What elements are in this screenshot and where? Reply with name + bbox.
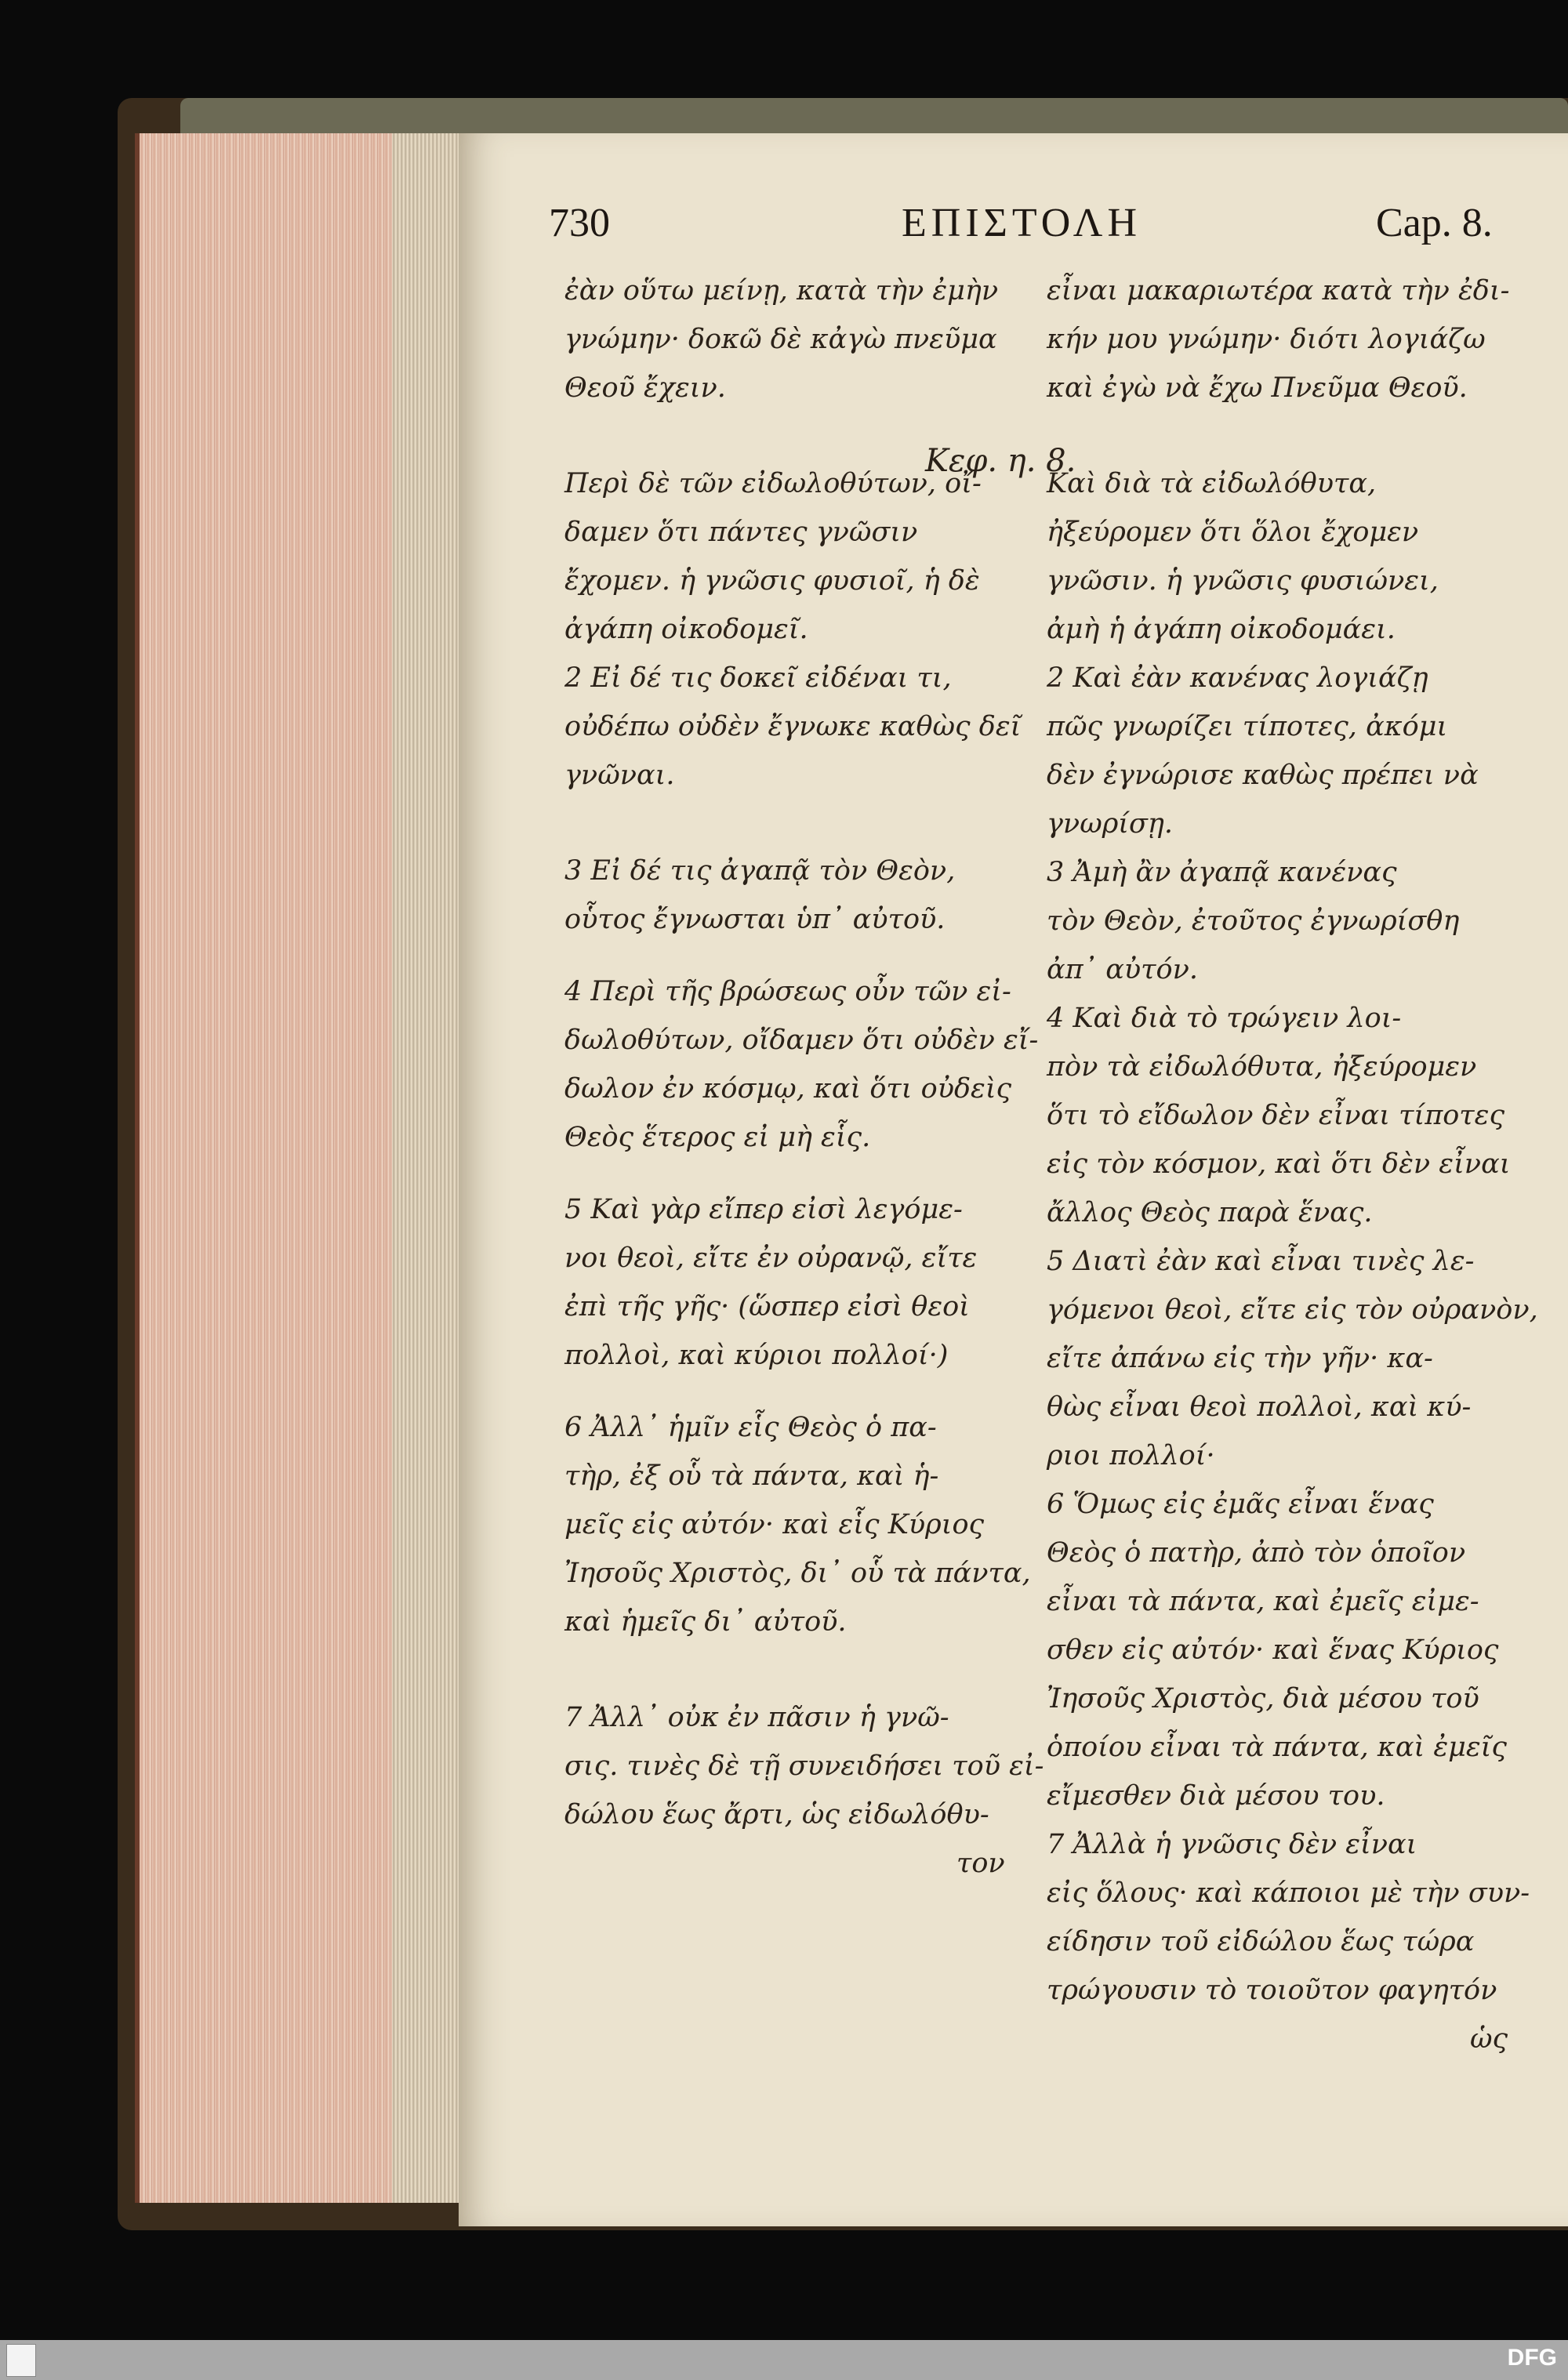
running-title: ΕΠΙΣΤΟΛΗ bbox=[902, 201, 1142, 245]
text-line: Περὶ δὲ τῶν εἰδωλοθύτων, οἴ- bbox=[564, 468, 982, 499]
text-line: 3 Εἰ δέ τις ἀγαπᾷ τὸν Θεὸν, bbox=[564, 855, 956, 887]
text-line: γνῶναι. bbox=[564, 760, 675, 791]
text-line: γόμενοι θεοὶ, εἴτε εἰς τὸν οὐρανὸν, bbox=[1047, 1294, 1538, 1326]
text-line: Θεὸς ὁ πατὴρ, ἀπὸ τὸν ὁποῖον bbox=[1047, 1537, 1466, 1569]
text-line: 7 Ἀλλ᾽ οὐκ ἐν πᾶσιν ἡ γνῶ- bbox=[564, 1702, 949, 1733]
text-line: ἠξεύρομεν ὅτι ὅλοι ἔχομεν bbox=[1047, 517, 1419, 548]
text-line: 7 Ἀλλὰ ἡ γνῶσις δὲν εἶναι bbox=[1047, 1829, 1417, 1860]
text-line: είδησιν τοῦ εἰδώλου ἕως τώρα bbox=[1047, 1926, 1475, 1957]
left-column bbox=[564, 267, 1044, 1888]
text-line: Θεὸς ἕτερος εἰ μὴ εἷς. bbox=[564, 1122, 871, 1153]
text-line: 3 Ἀμὴ ἂν ἀγαπᾷ κανένας bbox=[1047, 857, 1397, 888]
text-line: ἀγάπη οἰκοδομεῖ. bbox=[564, 614, 808, 645]
text-line: δὲν ἐγνώρισε καθὼς πρέπει νὰ bbox=[1047, 760, 1479, 791]
text-line: εἴμεσθεν διὰ μέσου του. bbox=[1047, 1780, 1385, 1812]
text-line: εἴτε ἀπάνω εἰς τὴν γῆν· κα- bbox=[1047, 1343, 1433, 1374]
text-line: σις. τινὲς δὲ τῇ συνειδήσει τοῦ εἰ- bbox=[564, 1751, 1044, 1782]
text-line: 4 Καὶ διὰ τὸ τρώγειν λοι- bbox=[1047, 1003, 1402, 1034]
text-line: Ἰησοῦς Χριστὸς, δι᾽ οὗ τὰ πάντα, bbox=[564, 1558, 1031, 1589]
viewer-footer bbox=[0, 2340, 1568, 2380]
text-line: εἰς τὸν κόσμον, καὶ ὅτι δὲν εἶναι bbox=[1047, 1148, 1511, 1180]
text-line: γνωρίσῃ. bbox=[1047, 808, 1174, 840]
text-line: πῶς γνωρίζει τίποτες, ἀκόμι bbox=[1047, 711, 1448, 742]
text-line: δωλοθύτων, οἴδαμεν ὅτι οὐδὲν εἴ- bbox=[564, 1025, 1039, 1056]
text-line: πολλοὶ, καὶ κύριοι πολλοί·) bbox=[564, 1340, 949, 1371]
text-line: Καὶ διὰ τὰ εἰδωλόθυτα, bbox=[1047, 468, 1377, 499]
text-line: 6 Ὅμως εἰς ἐμᾶς εἶναι ἕνας bbox=[1047, 1489, 1434, 1520]
text-line: ὁποίου εἶναι τὰ πάντα, καὶ ἐμεῖς bbox=[1047, 1732, 1507, 1763]
chapter-heading: Κεφ. η. 8. bbox=[925, 443, 1076, 479]
page-number: 730 bbox=[549, 201, 610, 245]
text-line: μεῖς εἰς αὐτόν· καὶ εἷς Κύριος bbox=[564, 1509, 985, 1540]
text-line: δώλου ἕως ἄρτι, ὡς εἰδωλόθυ- bbox=[564, 1799, 989, 1830]
text-line: 2 Εἰ δέ τις δοκεῖ εἰδέναι τι, bbox=[564, 662, 952, 694]
text-line: εἰς ὅλους· καὶ κάποιοι μὲ τὴν συν- bbox=[1047, 1878, 1530, 1909]
text-line: ἄλλος Θεὸς παρὰ ἕνας. bbox=[1047, 1197, 1373, 1228]
text-line: Θεοῦ ἔχειν. bbox=[564, 372, 726, 404]
text-line: οὗτος ἔγνωσται ὑπ᾽ αὐτοῦ. bbox=[564, 904, 946, 935]
catchword: τον bbox=[956, 1848, 1005, 1879]
text-line: σθεν εἰς αὐτόν· καὶ ἕνας Κύριος bbox=[1047, 1634, 1499, 1666]
text-line: νοι θεοὶ, εἴτε ἐν οὐρανῷ, εἴτε bbox=[564, 1243, 978, 1274]
text-line: δαμεν ὅτι πάντες γνῶσιν bbox=[564, 517, 918, 548]
page-stack bbox=[392, 133, 466, 2203]
text-line: ἐπὶ τῆς γῆς· (ὥσπερ εἰσὶ θεοὶ bbox=[564, 1291, 970, 1322]
text-line: 6 Ἀλλ᾽ ἡμῖν εἷς Θεὸς ὁ πα- bbox=[564, 1412, 937, 1443]
text-line: ἀπ᾽ αὐτόν. bbox=[1047, 954, 1199, 985]
text-line: καὶ ἐγὼ νὰ ἔχω Πνεῦμα Θεοῦ. bbox=[1047, 372, 1468, 404]
text-line: κήν μου γνώμην· διότι λογιάζω bbox=[1047, 324, 1486, 355]
catchword: ὡς bbox=[1470, 2023, 1508, 2055]
text-line: γνῶσιν. ἡ γνῶσις φυσιώνει, bbox=[1047, 565, 1439, 597]
text-line: τρώγουσιν τὸ τοιοῦτον φαγητόν bbox=[1047, 1975, 1497, 2006]
text-line: 5 Διατὶ ἐὰν καὶ εἶναι τινὲς λε- bbox=[1047, 1246, 1475, 1277]
library-logo-icon bbox=[6, 2344, 36, 2377]
text-line: θὼς εἶναι θεοὶ πολλοὶ, καὶ κύ- bbox=[1047, 1391, 1472, 1423]
text-line: 2 Καὶ ἐὰν κανένας λογιάζῃ bbox=[1047, 662, 1428, 694]
dfg-logo: DFG bbox=[1507, 2345, 1557, 2371]
text-line: 4 Περὶ τῆς βρώσεως οὖν τῶν εἰ- bbox=[564, 976, 1011, 1007]
text-line: ἐὰν οὕτω μείνῃ, κατὰ τὴν ἐμὴν bbox=[564, 275, 999, 307]
text-line: ριοι πολλοί· bbox=[1047, 1440, 1215, 1471]
text-line: εἶναι τὰ πάντα, καὶ ἐμεῖς εἰμε- bbox=[1047, 1586, 1479, 1617]
text-line: τὸν Θεὸν, ἐτοῦτος ἐγνωρίσθη bbox=[1047, 905, 1460, 937]
text-line: Ἰησοῦς Χριστὸς, διὰ μέσου τοῦ bbox=[1047, 1683, 1479, 1714]
text-line: πὸν τὰ εἰδωλόθυτα, ἠξεύρομεν bbox=[1047, 1051, 1477, 1083]
chapter-label: Cap. 8. bbox=[1376, 201, 1493, 245]
text-line: ἔχομεν. ἡ γνῶσις φυσιοῖ, ἡ δὲ bbox=[564, 565, 980, 597]
text-line: ὅτι τὸ εἴδωλον δὲν εἶναι τίποτες bbox=[1047, 1100, 1505, 1131]
text-line: εἶναι μακαριωτέρα κατὰ τὴν ἐδι- bbox=[1047, 275, 1510, 307]
right-column bbox=[1047, 267, 1538, 2063]
text-line: δωλον ἐν κόσμῳ, καὶ ὅτι οὐδεὶς bbox=[564, 1073, 1012, 1105]
text-line: 5 Καὶ γὰρ εἴπερ εἰσὶ λεγόμε- bbox=[564, 1194, 963, 1225]
text-line: ἀμὴ ἡ ἀγάπη οἰκοδομάει. bbox=[1047, 614, 1396, 645]
text-line: οὐδέπω οὐδὲν ἔγνωκε καθὼς δεῖ bbox=[564, 711, 1022, 742]
text-line: τὴρ, ἐξ οὗ τὰ πάντα, καὶ ἡ- bbox=[564, 1460, 939, 1492]
text-line: καὶ ἡμεῖς δι᾽ αὐτοῦ. bbox=[564, 1606, 847, 1638]
text-line: γνώμην· δοκῶ δὲ κἀγὼ πνεῦμα bbox=[564, 324, 997, 355]
